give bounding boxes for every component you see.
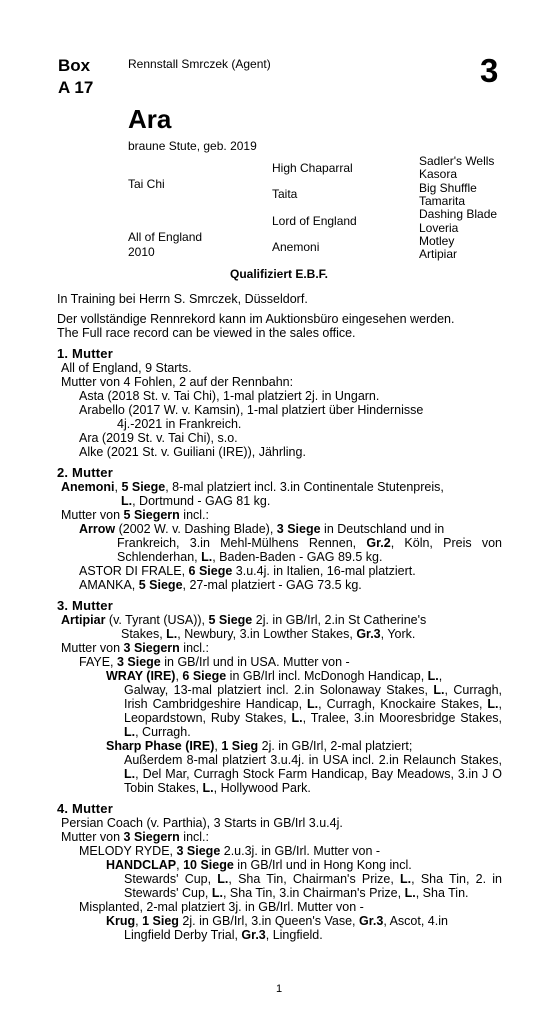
produce-item: AMANKA, 5 Siege, 27-mal platziert - GAG 73.5 kg.	[79, 578, 362, 592]
lot-number: 3	[480, 52, 499, 89]
section-first-dam	[57, 361, 502, 459]
pedigree-sire-dam: Taita	[272, 187, 298, 201]
dam-winners-summary: Mutter von 3 Siegern incl.:	[61, 641, 209, 655]
section-second-dam-title: 2. Mutter	[57, 465, 113, 480]
box-label: Box	[58, 56, 91, 75]
page-number: 1	[275, 983, 283, 995]
pedigree-ggp-5: Dashing Blade	[419, 207, 498, 221]
box-number	[58, 55, 93, 99]
qualification-note: Qualifiziert E.B.F.	[229, 267, 328, 281]
grandproduce-item: Sharp Phase (IRE), 1 Sieg 2j. in GB/Irl, 2-mal platziert; Außerdem 8-mal platziert 3.u.4j. in USA incl. 2.in Relaunch Stakes, L., Del Mar, Curragh Stock Farm Handicap, Bay Meadows, 3.in J O Tobin Stakes, L., Hollywood Park.	[106, 739, 502, 795]
section-fourth-dam	[57, 816, 502, 942]
produce-item: Arabello (2017 W. v. Kamsin), 1-mal platziert über Hindernisse 4j.-2021 in Frankreich.	[79, 403, 424, 431]
grandproduce-item: Krug, 1 Sieg 2j. in GB/Irl, 3.in Queen's Vase, Gr.3, Ascot, 4.in Lingfield Derby Trial, Gr.3, Lingfield.	[106, 914, 448, 942]
pedigree-ggp-4: Tamarita	[419, 194, 466, 208]
second-dam-line: Anemoni, 5 Siege, 8-mal platziert incl. 3.in Continentale Stutenpreis, L., Dortmund - GAG 81 kg.	[61, 480, 444, 508]
seller-name: Rennstall Smrczek (Agent)	[128, 57, 271, 71]
pedigree-dam-year: 2010	[128, 245, 155, 259]
pedigree-ggp-6: Loveria	[419, 221, 459, 235]
pedigree-dam-sire: Lord of England	[272, 214, 357, 228]
pedigree-ggp-7: Motley	[419, 234, 455, 248]
pedigree-sire-sire: High Chaparral	[272, 161, 353, 175]
produce-item: FAYE, 3 Siege in GB/Irl und in USA. Mutter von -	[79, 655, 350, 669]
pedigree-ggp-8: Artipiar	[419, 247, 458, 261]
horse-description: braune Stute, geb. 2019	[128, 139, 257, 153]
section-first-dam-title: 1. Mutter	[57, 346, 113, 361]
dam-line: All of England, 9 Starts.	[61, 361, 192, 375]
produce-item: Ara (2019 St. v. Tai Chi), s.o.	[79, 431, 238, 445]
produce-item: MELODY RYDE, 3 Siege 2.u.3j. in GB/Irl. Mutter von -	[79, 844, 381, 858]
dam-produce-summary: Mutter von 4 Fohlen, 2 auf der Rennbahn:	[61, 375, 294, 389]
pedigree-ggp-2: Kasora	[419, 167, 458, 181]
record-note-en: The Full race record can be viewed in the sales office.	[57, 326, 356, 340]
grandproduce-item: HANDCLAP, 10 Siege in GB/Irl und in Hong Kong incl. Stewards' Cup, L., Sha Tin, Chairman's Prize, L., Sha Tin, 2. in Stewards' Cup, L., Sha Tin, 3.in Chairman's Prize, L., Sha Tin.	[106, 858, 502, 900]
third-dam-line: Artipiar (v. Tyrant (USA)), 5 Siege 2j. in GB/Irl, 2.in St Catherine's Stakes, L., Newbury, 3.in Lowther Stakes, Gr.3, York.	[61, 613, 427, 641]
produce-item: Asta (2018 St. v. Tai Chi), 1-mal platziert 2j. in Ungarn.	[79, 389, 380, 403]
section-third-dam-title: 3. Mutter	[57, 598, 113, 613]
section-fourth-dam-title: 4. Mutter	[57, 801, 113, 816]
horse-name: Ara	[128, 104, 172, 134]
pedigree-sire: Tai Chi	[128, 177, 165, 191]
pedigree-ggp-1: Sadler's Wells	[419, 154, 495, 168]
pedigree-ggp-3: Big Shuffle	[419, 181, 477, 195]
pedigree-dam: All of England	[128, 230, 203, 244]
section-second-dam	[57, 480, 502, 592]
catalogue-entry-body	[57, 292, 502, 942]
record-note-de: Der vollständige Rennrekord kann im Auktionsbüro eingesehen werden.	[57, 312, 455, 326]
produce-item: ASTOR DI FRALE, 6 Siege 3.u.4j. in Italien, 16-mal platziert.	[79, 564, 416, 578]
produce-item: Misplanted, 2-mal platziert 3j. in GB/Irl. Mutter von -	[79, 900, 364, 914]
grandproduce-item: WRAY (IRE), 6 Siege in GB/Irl incl. McDonogh Handicap, L., Galway, 13-mal platziert incl. 2.in Solonaway Stakes, L., Curragh, Irish Cambridgeshire Handicap, L., Curragh, Knockaire Stakes, L., Leopardstown, Ruby Stakes, L., Tralee, 3.in Mooresbridge Stakes, L., Curragh.	[106, 669, 502, 739]
box-value: A 17	[58, 78, 94, 97]
fourth-dam-line: Persian Coach (v. Parthia), 3 Starts in GB/Irl 3.u.4j.	[61, 816, 343, 830]
section-third-dam	[57, 613, 502, 795]
produce-item: Alke (2021 St. v. Guiliani (IRE)), Jährling.	[79, 445, 306, 459]
produce-item: Arrow (2002 W. v. Dashing Blade), 3 Siege in Deutschland und in Frankreich, 3.in Mehl-Mülhens Rennen, Gr.2, Köln, Preis von Schlenderhan, L., Baden-Baden - GAG 89.5 kg.	[79, 522, 503, 564]
dam-winners-summary: Mutter von 3 Siegern incl.:	[61, 830, 209, 844]
pedigree-dam-dam: Anemoni	[272, 240, 320, 254]
training-note: In Training bei Herrn S. Smrczek, Düsseldorf.	[57, 292, 308, 306]
dam-winners-summary: Mutter von 5 Siegern incl.:	[61, 508, 209, 522]
